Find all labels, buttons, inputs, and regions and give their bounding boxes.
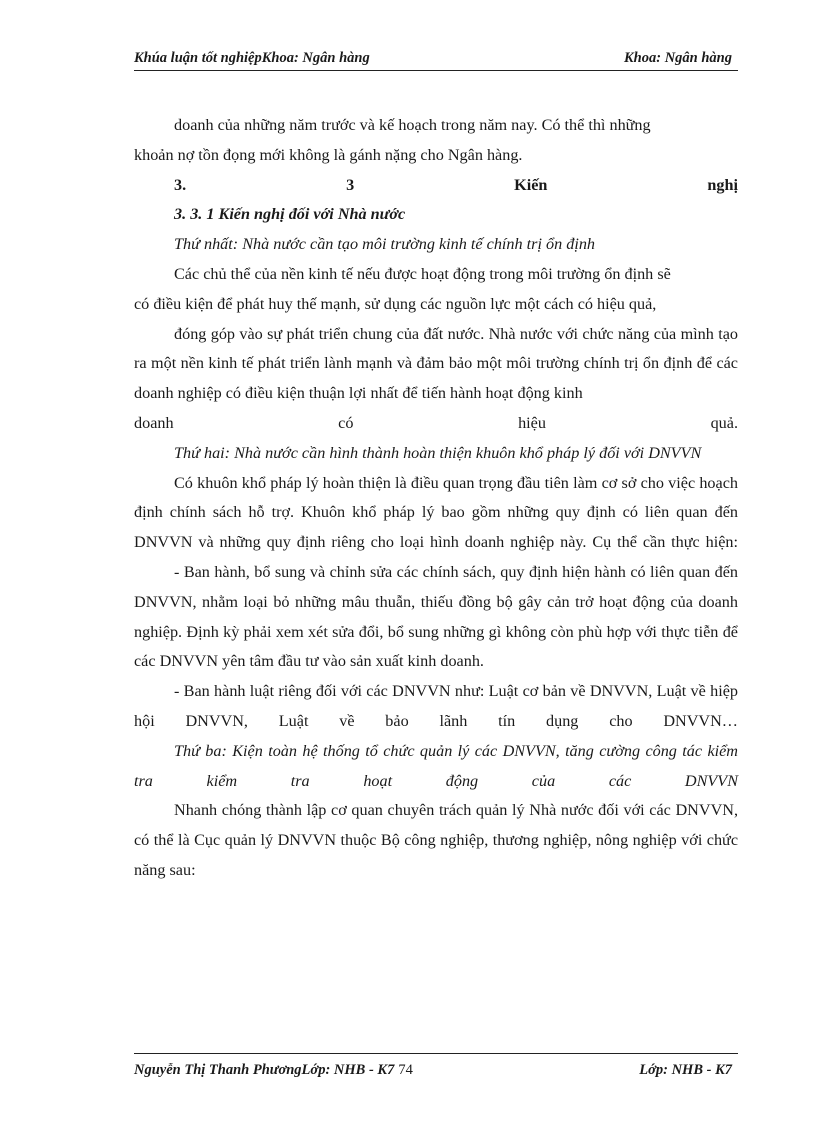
bullet-item: - Ban hành, bổ sung và chỉnh sửa các chính sách, quy định hiện hành có liên quan đến DNVVN, nhằm loại bỏ những mâu thuẫn, thiếu đồng bộ gây cản trở hoạt động của doanh nghiệp. Định kỳ phải xem xét sửa đổi, bổ sung những gì không còn phù hợp với thực tiễn để các DNVVN yên tâm đầu tư vào sản xuất kinh doanh. <box>134 562 738 671</box>
paragraph-line: có điều kiện để phát huy thế mạnh, sử dụng các nguồn lực một cách có hiệu quả, <box>134 294 657 313</box>
footer-author-class: Nguyễn Thị Thanh PhươngLớp: NHB - K7 <box>134 1062 395 1078</box>
first-recommendation-title: Thứ nhất: Nhà nước cần tạo môi trường kinh tế chính trị ổn định <box>174 235 596 254</box>
paragraph-continuation-line: doanh của những năm trước và kế hoạch trong năm nay. Có thể thì những <box>174 116 651 134</box>
paragraph: Nhanh chóng thành lập cơ quan chuyên trách quản lý Nhà nước đối với các DNVVN, có thể là Cục quản lý DNVVN thuộc Bộ công nghiệp, thương nghiệp, nông nghiệp với chức năng sau: <box>134 801 738 879</box>
paragraph: Có khuôn khổ pháp lý hoàn thiện là điều quan trọng đầu tiên làm cơ sở cho việc hoạch định chính sách hỗ trợ. Khuôn khổ pháp lý bao gồm những quy định có liên quan đến DNVVN và những quy định riêng cho loại hình doanh nghiệp này. Cụ thể cần thực hiện: <box>134 473 738 552</box>
section-heading: 3. 3 Kiến nghị <box>174 175 738 194</box>
page-header <box>134 50 738 71</box>
header-right-text: Khoa: Ngân hàng <box>624 50 732 66</box>
paragraph: đóng góp vào sự phát triển chung của đất nước. Nhà nước với chức năng của mình tạo ra một nền kinh tế phát triển lành mạnh và đảm bảo một môi trường chính trị ổn định để các doanh nghiệp có điều kiện thuận lợi nhất để tiến hành hoạt động kinh <box>134 324 738 403</box>
second-recommendation-title: Thứ hai: Nhà nước cần hình thành hoàn thiện khuôn khổ pháp lý đối với DNVVN <box>174 443 702 462</box>
document-body <box>134 111 738 886</box>
subsection-heading: 3. 3. 1 Kiến nghị đối với Nhà nước <box>174 205 406 224</box>
paragraph-line: Các chủ thể của nền kinh tế nếu được hoạt động trong môi trường ổn định sẽ <box>174 264 671 283</box>
footer-right-text: Lớp: NHB - K7 <box>639 1062 732 1078</box>
footer-left <box>134 1062 413 1079</box>
paragraph-line: doanh có hiệu quả. <box>134 413 738 432</box>
page-number: 74 <box>398 1062 413 1078</box>
paragraph-continuation-end: khoản nợ tồn đọng mới không là gánh nặng cho Ngân hàng. <box>134 145 523 164</box>
page-footer <box>134 1053 738 1078</box>
header-left-text: Khúa luận tốt nghiệpKhoa: Ngân hàng <box>134 50 370 66</box>
third-recommendation-title: Thứ ba: Kiện toàn hệ thống tổ chức quản lý các DNVVN, tăng cường công tác kiểm tra kiểm tra hoạt động của các DNVVN <box>134 741 738 790</box>
bullet-item: - Ban hành luật riêng đối với các DNVVN như: Luật cơ bản về DNVVN, Luật về hiệp hội DNVVN, Luật về bảo lãnh tín dụng cho DNVVN… <box>134 682 738 730</box>
